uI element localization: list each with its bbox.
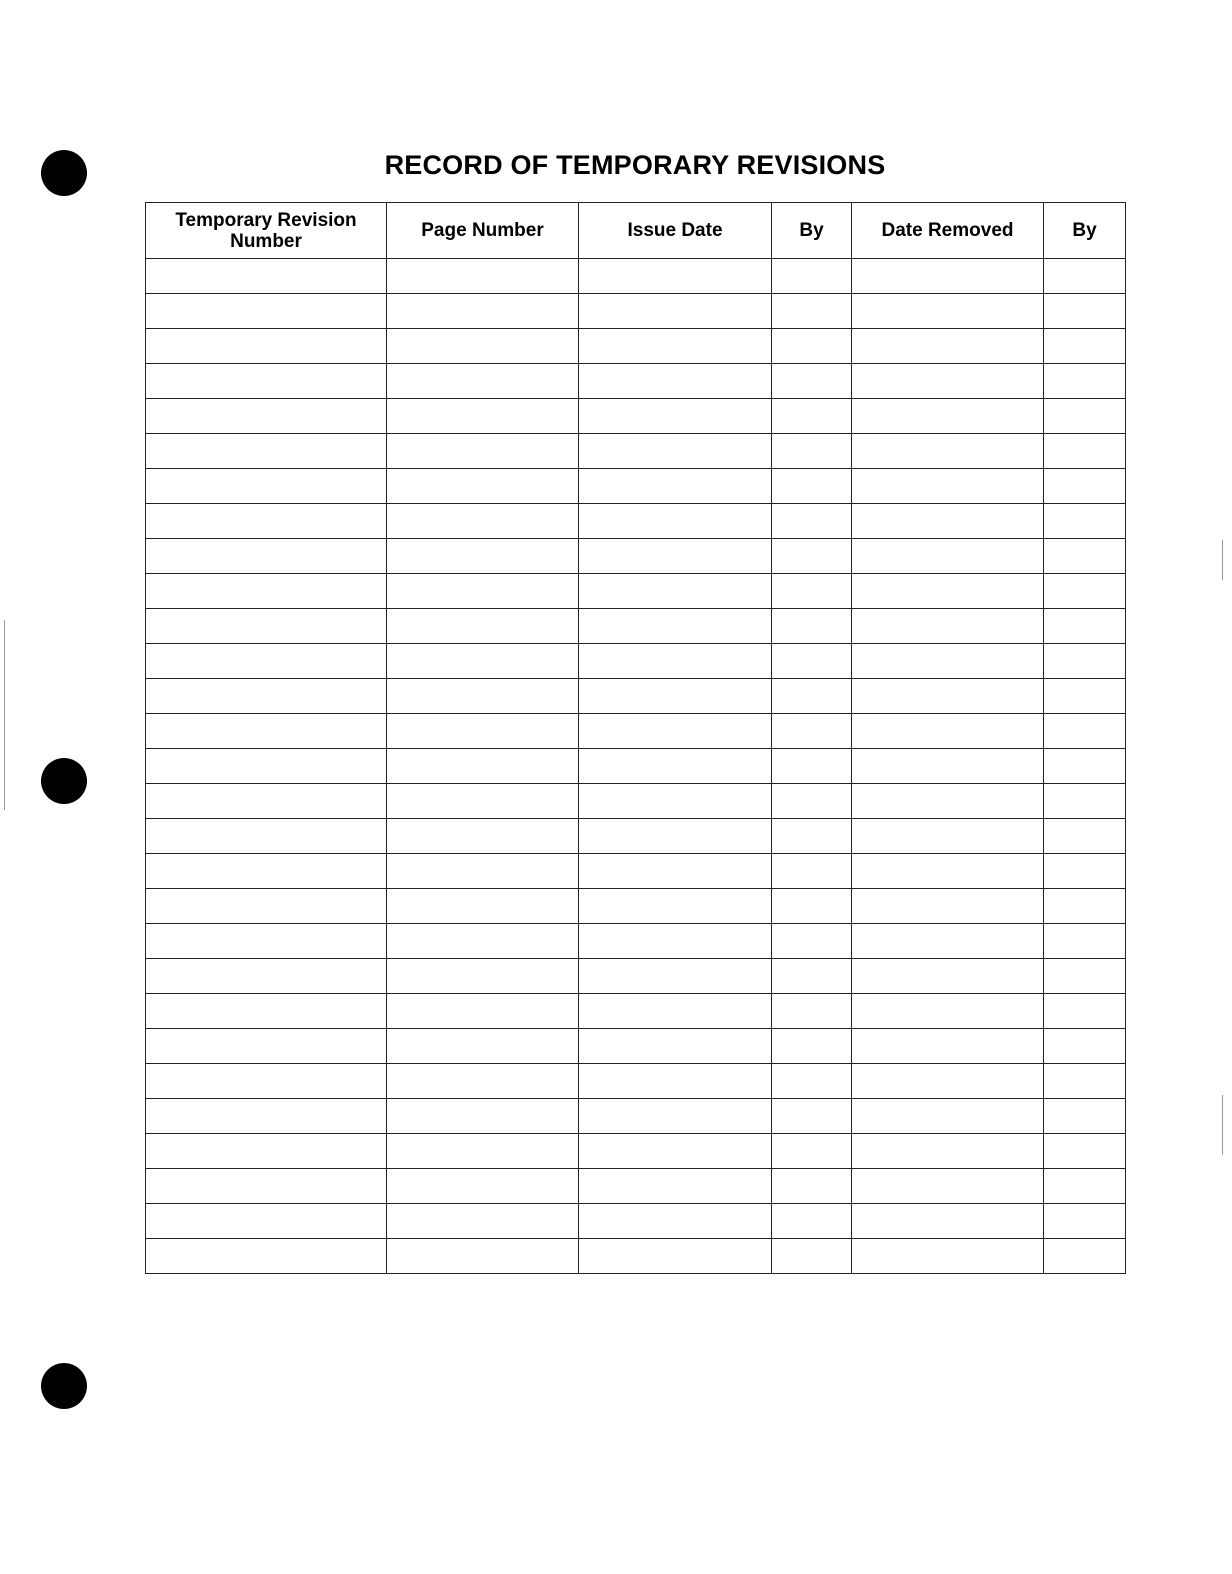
cell-by-removed[interactable] xyxy=(1044,1029,1126,1064)
cell-revision-number[interactable] xyxy=(146,1169,387,1204)
table-row xyxy=(146,644,1126,679)
cell-by-removed[interactable] xyxy=(1044,819,1126,854)
cell-revision-number[interactable] xyxy=(146,1134,387,1169)
cell-issue-date[interactable] xyxy=(579,294,772,329)
cell-date-removed[interactable] xyxy=(852,259,1044,294)
cell-page-number[interactable] xyxy=(387,889,579,924)
cell-date-removed[interactable] xyxy=(852,994,1044,1029)
header-by-removed: By xyxy=(1044,203,1126,259)
cell-by-removed[interactable] xyxy=(1044,994,1126,1029)
cell-date-removed[interactable] xyxy=(852,1134,1044,1169)
cell-date-removed[interactable] xyxy=(852,504,1044,539)
scan-edge-mark xyxy=(1222,540,1223,580)
cell-by-removed[interactable] xyxy=(1044,1239,1126,1274)
cell-by-removed[interactable] xyxy=(1044,679,1126,714)
table-row xyxy=(146,364,1126,399)
cell-page-number[interactable] xyxy=(387,259,579,294)
cell-by[interactable] xyxy=(772,854,852,889)
cell-by[interactable] xyxy=(772,469,852,504)
cell-by-removed[interactable] xyxy=(1044,749,1126,784)
cell-page-number[interactable] xyxy=(387,504,579,539)
cell-by-removed[interactable] xyxy=(1044,609,1126,644)
cell-page-number[interactable] xyxy=(387,959,579,994)
cell-by[interactable] xyxy=(772,364,852,399)
cell-date-removed[interactable] xyxy=(852,959,1044,994)
cell-by-removed[interactable] xyxy=(1044,714,1126,749)
binder-hole-middle xyxy=(41,758,87,804)
cell-by-removed[interactable] xyxy=(1044,469,1126,504)
cell-page-number[interactable] xyxy=(387,539,579,574)
cell-by[interactable] xyxy=(772,924,852,959)
table-row xyxy=(146,819,1126,854)
cell-page-number[interactable] xyxy=(387,1064,579,1099)
binder-hole-bottom xyxy=(41,1363,87,1409)
table-row xyxy=(146,749,1126,784)
cell-date-removed[interactable] xyxy=(852,574,1044,609)
cell-by-removed[interactable] xyxy=(1044,539,1126,574)
table-row xyxy=(146,504,1126,539)
cell-page-number[interactable] xyxy=(387,1204,579,1239)
table-row xyxy=(146,574,1126,609)
cell-by-removed[interactable] xyxy=(1044,259,1126,294)
cell-issue-date[interactable] xyxy=(579,1239,772,1274)
cell-by-removed[interactable] xyxy=(1044,574,1126,609)
cell-issue-date[interactable] xyxy=(579,714,772,749)
header-temporary-revision-number: Temporary Revision Number xyxy=(146,203,387,259)
cell-revision-number[interactable] xyxy=(146,644,387,679)
cell-issue-date[interactable] xyxy=(579,854,772,889)
cell-page-number[interactable] xyxy=(387,644,579,679)
cell-by-removed[interactable] xyxy=(1044,1064,1126,1099)
cell-revision-number[interactable] xyxy=(146,854,387,889)
table-row xyxy=(146,539,1126,574)
cell-page-number[interactable] xyxy=(387,924,579,959)
cell-page-number[interactable] xyxy=(387,994,579,1029)
cell-revision-number[interactable] xyxy=(146,294,387,329)
cell-issue-date[interactable] xyxy=(579,819,772,854)
revisions-table xyxy=(145,202,1126,1274)
cell-page-number[interactable] xyxy=(387,1169,579,1204)
cell-date-removed[interactable] xyxy=(852,644,1044,679)
cell-date-removed[interactable] xyxy=(852,924,1044,959)
cell-revision-number[interactable] xyxy=(146,1239,387,1274)
cell-page-number[interactable] xyxy=(387,399,579,434)
cell-revision-number[interactable] xyxy=(146,994,387,1029)
cell-by[interactable] xyxy=(772,329,852,364)
cell-issue-date[interactable] xyxy=(579,259,772,294)
cell-issue-date[interactable] xyxy=(579,749,772,784)
cell-by[interactable] xyxy=(772,1134,852,1169)
cell-revision-number[interactable] xyxy=(146,679,387,714)
cell-issue-date[interactable] xyxy=(579,644,772,679)
cell-page-number[interactable] xyxy=(387,714,579,749)
cell-page-number[interactable] xyxy=(387,294,579,329)
table-row xyxy=(146,854,1126,889)
cell-date-removed[interactable] xyxy=(852,819,1044,854)
cell-by[interactable] xyxy=(772,1169,852,1204)
cell-revision-number[interactable] xyxy=(146,469,387,504)
table-row xyxy=(146,889,1126,924)
cell-revision-number[interactable] xyxy=(146,819,387,854)
cell-revision-number[interactable] xyxy=(146,924,387,959)
cell-revision-number[interactable] xyxy=(146,1099,387,1134)
cell-revision-number[interactable] xyxy=(146,539,387,574)
cell-by[interactable] xyxy=(772,959,852,994)
cell-date-removed[interactable] xyxy=(852,469,1044,504)
cell-by[interactable] xyxy=(772,889,852,924)
cell-by-removed[interactable] xyxy=(1044,1099,1126,1134)
cell-page-number[interactable] xyxy=(387,1239,579,1274)
cell-date-removed[interactable] xyxy=(852,1029,1044,1064)
cell-by[interactable] xyxy=(772,399,852,434)
binder-hole-top xyxy=(41,150,87,196)
cell-page-number[interactable] xyxy=(387,784,579,819)
table-row xyxy=(146,1204,1126,1239)
cell-date-removed[interactable] xyxy=(852,294,1044,329)
cell-date-removed[interactable] xyxy=(852,1204,1044,1239)
cell-revision-number[interactable] xyxy=(146,714,387,749)
cell-page-number[interactable] xyxy=(387,819,579,854)
page-title: RECORD OF TEMPORARY REVISIONS xyxy=(384,150,886,180)
cell-by[interactable] xyxy=(772,994,852,1029)
cell-by[interactable] xyxy=(772,259,852,294)
cell-date-removed[interactable] xyxy=(852,1169,1044,1204)
cell-page-number[interactable] xyxy=(387,749,579,784)
cell-issue-date[interactable] xyxy=(579,609,772,644)
cell-revision-number[interactable] xyxy=(146,749,387,784)
cell-by-removed[interactable] xyxy=(1044,644,1126,679)
table-row xyxy=(146,469,1126,504)
cell-page-number[interactable] xyxy=(387,329,579,364)
cell-date-removed[interactable] xyxy=(852,1064,1044,1099)
cell-by-removed[interactable] xyxy=(1044,889,1126,924)
cell-by[interactable] xyxy=(772,504,852,539)
cell-page-number[interactable] xyxy=(387,434,579,469)
table-row xyxy=(146,434,1126,469)
cell-issue-date[interactable] xyxy=(579,1064,772,1099)
table-header-row xyxy=(146,203,1126,259)
cell-by-removed[interactable] xyxy=(1044,959,1126,994)
cell-issue-date[interactable] xyxy=(579,1169,772,1204)
cell-by[interactable] xyxy=(772,1239,852,1274)
cell-revision-number[interactable] xyxy=(146,1064,387,1099)
cell-issue-date[interactable] xyxy=(579,1099,772,1134)
cell-revision-number[interactable] xyxy=(146,609,387,644)
cell-issue-date[interactable] xyxy=(579,574,772,609)
header-by: By xyxy=(772,203,852,259)
cell-by[interactable] xyxy=(772,714,852,749)
cell-page-number[interactable] xyxy=(387,364,579,399)
cell-by-removed[interactable] xyxy=(1044,1204,1126,1239)
cell-page-number[interactable] xyxy=(387,1029,579,1064)
table-row xyxy=(146,1099,1126,1134)
cell-by[interactable] xyxy=(772,1204,852,1239)
cell-by[interactable] xyxy=(772,1064,852,1099)
table-row xyxy=(146,924,1126,959)
cell-revision-number[interactable] xyxy=(146,259,387,294)
cell-by-removed[interactable] xyxy=(1044,854,1126,889)
cell-by-removed[interactable] xyxy=(1044,364,1126,399)
cell-date-removed[interactable] xyxy=(852,714,1044,749)
table-row xyxy=(146,329,1126,364)
cell-date-removed[interactable] xyxy=(852,889,1044,924)
cell-revision-number[interactable] xyxy=(146,434,387,469)
cell-issue-date[interactable] xyxy=(579,399,772,434)
cell-by-removed[interactable] xyxy=(1044,294,1126,329)
cell-issue-date[interactable] xyxy=(579,1029,772,1064)
table-row xyxy=(146,959,1126,994)
cell-by[interactable] xyxy=(772,819,852,854)
cell-revision-number[interactable] xyxy=(146,329,387,364)
table-body xyxy=(146,259,1126,1274)
cell-date-removed[interactable] xyxy=(852,539,1044,574)
cell-by-removed[interactable] xyxy=(1044,434,1126,469)
header-date-removed: Date Removed xyxy=(852,203,1044,259)
cell-revision-number[interactable] xyxy=(146,1204,387,1239)
cell-by[interactable] xyxy=(772,784,852,819)
cell-date-removed[interactable] xyxy=(852,1239,1044,1274)
cell-by-removed[interactable] xyxy=(1044,399,1126,434)
cell-page-number[interactable] xyxy=(387,469,579,504)
cell-revision-number[interactable] xyxy=(146,364,387,399)
cell-issue-date[interactable] xyxy=(579,1204,772,1239)
cell-revision-number[interactable] xyxy=(146,784,387,819)
cell-issue-date[interactable] xyxy=(579,434,772,469)
cell-by[interactable] xyxy=(772,749,852,784)
table-row xyxy=(146,294,1126,329)
cell-by[interactable] xyxy=(772,1099,852,1134)
cell-date-removed[interactable] xyxy=(852,749,1044,784)
cell-date-removed[interactable] xyxy=(852,1099,1044,1134)
cell-issue-date[interactable] xyxy=(579,1134,772,1169)
table-row xyxy=(146,399,1126,434)
cell-revision-number[interactable] xyxy=(146,574,387,609)
cell-issue-date[interactable] xyxy=(579,889,772,924)
cell-issue-date[interactable] xyxy=(579,469,772,504)
cell-by[interactable] xyxy=(772,294,852,329)
cell-page-number[interactable] xyxy=(387,1134,579,1169)
cell-issue-date[interactable] xyxy=(579,784,772,819)
table-row xyxy=(146,1064,1126,1099)
cell-issue-date[interactable] xyxy=(579,539,772,574)
table-row xyxy=(146,714,1126,749)
cell-date-removed[interactable] xyxy=(852,854,1044,889)
table-row xyxy=(146,1029,1126,1064)
table-row xyxy=(146,1239,1126,1274)
table-row xyxy=(146,259,1126,294)
cell-issue-date[interactable] xyxy=(579,504,772,539)
table-row xyxy=(146,784,1126,819)
cell-by[interactable] xyxy=(772,644,852,679)
cell-date-removed[interactable] xyxy=(852,399,1044,434)
cell-revision-number[interactable] xyxy=(146,1029,387,1064)
cell-by[interactable] xyxy=(772,434,852,469)
cell-date-removed[interactable] xyxy=(852,679,1044,714)
cell-date-removed[interactable] xyxy=(852,329,1044,364)
cell-by-removed[interactable] xyxy=(1044,329,1126,364)
cell-by-removed[interactable] xyxy=(1044,784,1126,819)
cell-date-removed[interactable] xyxy=(852,784,1044,819)
header-issue-date: Issue Date xyxy=(579,203,772,259)
scan-edge-mark xyxy=(4,620,5,810)
cell-issue-date[interactable] xyxy=(579,329,772,364)
cell-by-removed[interactable] xyxy=(1044,1169,1126,1204)
cell-revision-number[interactable] xyxy=(146,399,387,434)
cell-by[interactable] xyxy=(772,574,852,609)
cell-by[interactable] xyxy=(772,679,852,714)
header-page-number: Page Number xyxy=(387,203,579,259)
table-row xyxy=(146,1134,1126,1169)
cell-issue-date[interactable] xyxy=(579,364,772,399)
table-row xyxy=(146,1169,1126,1204)
cell-issue-date[interactable] xyxy=(579,994,772,1029)
cell-by[interactable] xyxy=(772,1029,852,1064)
table-row xyxy=(146,994,1126,1029)
cell-by-removed[interactable] xyxy=(1044,1134,1126,1169)
cell-page-number[interactable] xyxy=(387,574,579,609)
table-row xyxy=(146,609,1126,644)
cell-date-removed[interactable] xyxy=(852,364,1044,399)
cell-page-number[interactable] xyxy=(387,854,579,889)
cell-by[interactable] xyxy=(772,539,852,574)
cell-revision-number[interactable] xyxy=(146,889,387,924)
cell-by[interactable] xyxy=(772,609,852,644)
cell-page-number[interactable] xyxy=(387,1099,579,1134)
cell-issue-date[interactable] xyxy=(579,959,772,994)
cell-by-removed[interactable] xyxy=(1044,504,1126,539)
cell-by-removed[interactable] xyxy=(1044,924,1126,959)
cell-date-removed[interactable] xyxy=(852,609,1044,644)
cell-page-number[interactable] xyxy=(387,609,579,644)
scan-edge-mark xyxy=(1222,1095,1223,1155)
cell-revision-number[interactable] xyxy=(146,959,387,994)
cell-page-number[interactable] xyxy=(387,679,579,714)
cell-issue-date[interactable] xyxy=(579,924,772,959)
cell-issue-date[interactable] xyxy=(579,679,772,714)
table-row xyxy=(146,679,1126,714)
cell-date-removed[interactable] xyxy=(852,434,1044,469)
cell-revision-number[interactable] xyxy=(146,504,387,539)
